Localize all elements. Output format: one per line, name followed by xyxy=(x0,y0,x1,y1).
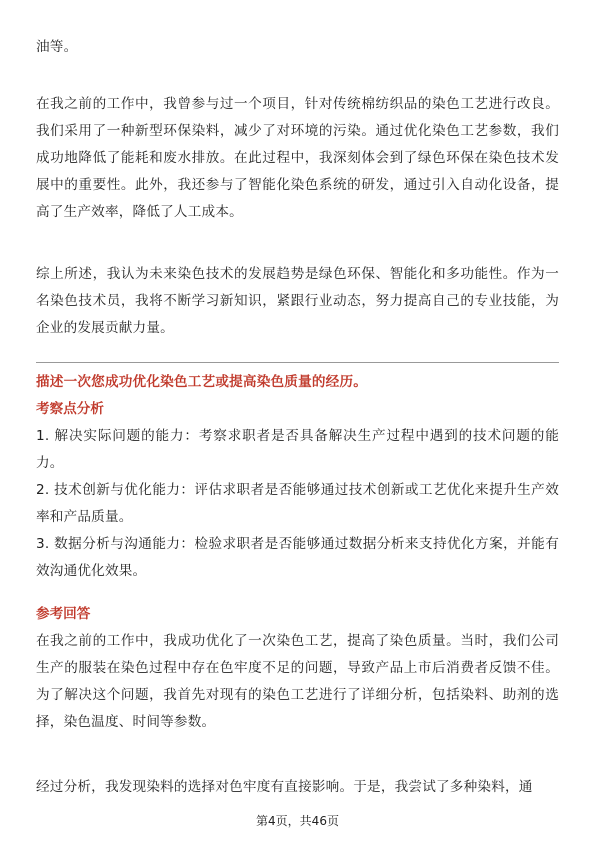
body-paragraph-2: 综上所述，我认为未来染色技术的发展趋势是绿色环保、智能化和多功能性。作为一名染色技术员，我将不断学习新知识，紧跟行业动态，努力提高自己的专业技能，为企业的发展贡献力量。 xyxy=(36,266,559,336)
intro-tail-text: 油等。 xyxy=(36,39,78,55)
analysis-point-3: 3. 数据分析与沟通能力：检验求职者是否能够通过数据分析来支持优化方案，并能有效沟通优化效果。 xyxy=(36,536,559,579)
question-title: 描述一次您成功优化染色工艺或提高染色质量的经历。 xyxy=(36,374,368,390)
analysis-point-2: 2. 技术创新与优化能力：评估求职者是否能够通过技术创新或工艺优化来提升生产效率和产品质量。 xyxy=(36,482,559,525)
page-number: 第4页，共46页 xyxy=(256,814,339,828)
answer-heading: 参考回答 xyxy=(36,606,91,622)
analysis-heading: 考察点分析 xyxy=(36,401,104,417)
section-divider xyxy=(36,362,559,363)
answer-paragraph-1: 在我之前的工作中，我成功优化了一次染色工艺，提高了染色质量。当时，我们公司生产的服装在染色过程中存在色牢度不足的问题，导致产品上市后消费者反馈不佳。为了解决这个问题，我首先对现有的染色工艺进行了详细分析，包括染料、助剂的选择，染色温度、时间等参数。 xyxy=(36,633,559,730)
analysis-points-list xyxy=(0,423,595,585)
body-paragraph-1: 在我之前的工作中，我曾参与过一个项目，针对传统棉纺织品的染色工艺进行改良。我们采用了一种新型环保染料，减少了对环境的污染。通过优化染色工艺参数，我们成功地降低了能耗和废水排放。在此过程中，我深刻体会到了绿色环保在染色技术发展中的重要性。此外，我还参与了智能化染色系统的研发，通过引入自动化设备，提高了生产效率，降低了人工成本。 xyxy=(36,96,559,220)
answer-paragraph-2: 经过分析，我发现染料的选择对色牢度有直接影响。于是，我尝试了多种染料，通 xyxy=(36,779,533,795)
analysis-point-1: 1. 解决实际问题的能力：考察求职者是否具备解决生产过程中遇到的技术问题的能力。 xyxy=(36,428,559,471)
